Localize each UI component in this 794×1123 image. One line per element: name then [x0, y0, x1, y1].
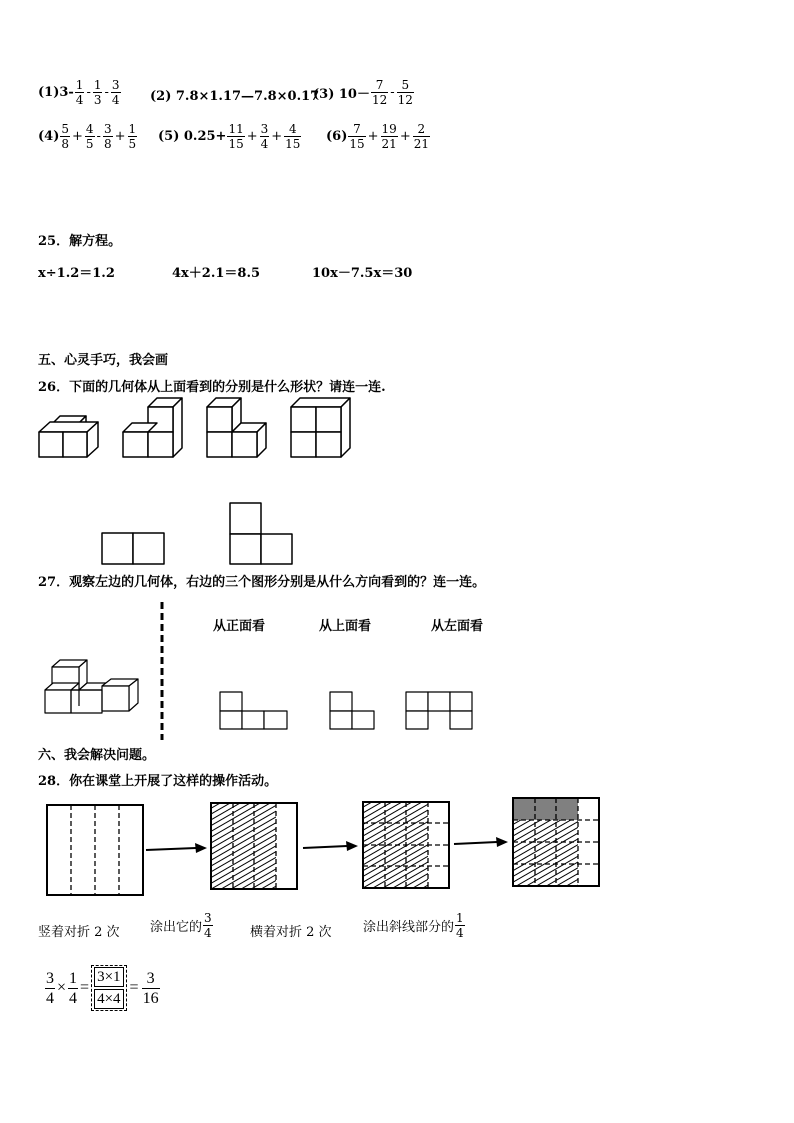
section-5-title: 五、心灵手巧，我会画	[38, 353, 169, 368]
fraction: $\frac{5}{12}$	[397, 78, 413, 107]
fraction: $\frac{1}{3}$	[93, 78, 102, 107]
expr-5: (5) 0.25+ $\frac{11}{15}$ + $\frac{3}{4}$ + $\frac{4}{15}$	[158, 122, 301, 151]
expr-3: (3) 10－ $\frac{7}{12}$ - $\frac{5}{12}$	[313, 78, 413, 107]
equation-2: 4x＋2.1＝8.5	[172, 266, 261, 281]
fraction: $\frac{2}{21}$	[413, 122, 430, 151]
caption-fold-vertical: 竖着对折 2 次	[38, 925, 120, 940]
expr-1: (1)3- $\frac{1}{4}$ - $\frac{1}{3}$ - $\frac{3}{4}$	[38, 78, 120, 107]
fraction: $\frac{3}{16}$	[142, 969, 159, 1007]
fraction: $\frac{3}{4}$	[260, 122, 269, 151]
view-front-label: 从正面看	[213, 619, 266, 634]
formula: $\frac{3}{4}$ × $\frac{1}{4}$ = $\frac{3\times 1}{4\times 4}$ = $\frac{3}{16}$	[44, 965, 161, 1011]
fraction: $\frac{1}{5}$	[128, 122, 137, 151]
expr-2: (2) 7.8×1.17—7.8×0.17	[150, 89, 320, 104]
paper-step-4	[513, 798, 599, 886]
arrow-1	[146, 843, 207, 853]
arrow-3	[454, 837, 508, 847]
fraction: $\frac{4}{5}$	[85, 122, 94, 151]
fraction: $\frac{5}{8}$	[61, 122, 69, 151]
paper-step-2	[211, 803, 297, 889]
fraction: $\frac{1}{4}$	[75, 78, 84, 107]
fraction: $\frac{4}{15}$	[285, 122, 301, 151]
expr-4: (4) $\frac{5}{8}$ + $\frac{4}{5}$ - $\frac{3}{8}$ + $\frac{1}{5}$	[38, 122, 137, 151]
boxed-fraction: $\frac{3\times 1}{4\times 4}$	[91, 965, 126, 1011]
q26-title: 26．下面的几何体从上面看到的分别是什么形状？请连一连.	[38, 380, 386, 395]
section-6-title: 六、我会解决问题。	[38, 748, 156, 763]
fraction: $\frac{3}{4}$	[204, 911, 212, 940]
q28-title: 28．你在课堂上开展了这样的操作活动。	[38, 774, 278, 789]
view-left-label: 从左面看	[431, 619, 484, 634]
arrow-2	[303, 841, 358, 851]
fraction: $\frac{7}{12}$	[371, 78, 388, 107]
caption-shade-three-quarters: 涂出它的 $\frac{3}{4}$	[150, 911, 212, 940]
caption-shade-quarter: 涂出斜线部分的 $\frac{1}{4}$	[363, 911, 464, 940]
paper-step-3	[363, 802, 449, 888]
view-top-label: 从上面看	[319, 619, 372, 634]
fraction: $\frac{1}{4}$	[69, 969, 78, 1007]
q25-title: 25．解方程。	[38, 234, 122, 249]
fraction: $\frac{11}{15}$	[228, 122, 244, 151]
q27-title: 27．观察左边的几何体，右边的三个图形分别是从什么方向看到的？连一连。	[38, 575, 486, 590]
expr-6: (6) $\frac{7}{15}$ + $\frac{19}{21}$ + $\frac{2}{21}$	[326, 122, 430, 151]
equation-3: 10x－7.5x＝30	[312, 266, 413, 281]
paper-step-1	[47, 805, 143, 895]
equation-1: x÷1.2＝1.2	[38, 266, 115, 281]
fraction: $\frac{3}{8}$	[103, 122, 112, 151]
fraction: $\frac{3}{4}$	[46, 969, 54, 1007]
fraction: $\frac{19}{21}$	[381, 122, 397, 151]
fraction: $\frac{7}{15}$	[349, 122, 365, 151]
fraction: $\frac{3}{4}$	[111, 78, 120, 107]
expr-1-label: (1)3-	[38, 85, 74, 100]
caption-fold-horizontal: 横着对折 2 次	[250, 925, 332, 940]
fraction: $\frac{1}{4}$	[456, 911, 464, 940]
